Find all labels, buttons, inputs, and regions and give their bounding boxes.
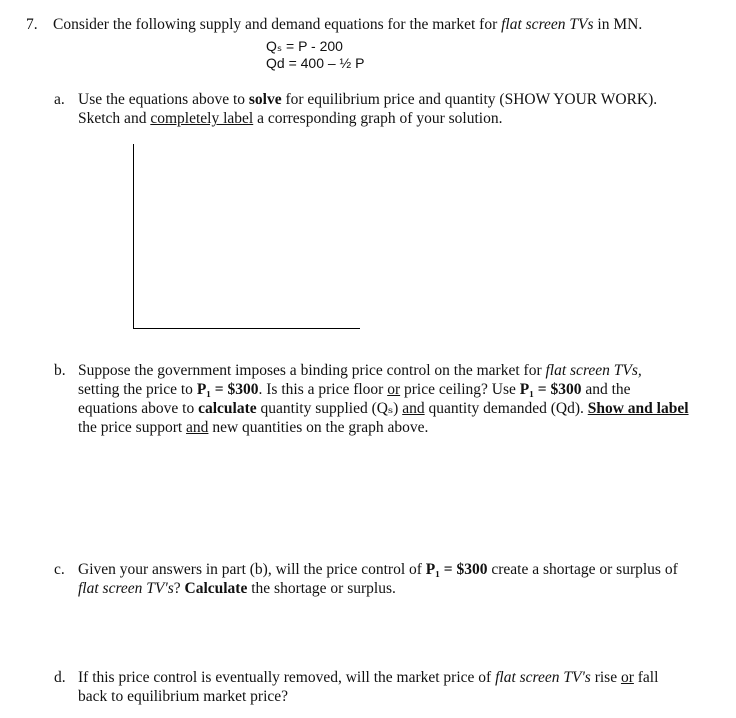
graph-x-axis	[133, 328, 360, 329]
part-a-text: Use the equations above to solve for equilibrium price and quantity (SHOW YOUR WORK). Sketch and completely label a corresponding graph of your solution.	[78, 91, 658, 127]
graph-y-axis	[133, 144, 134, 329]
part-b-letter: b.	[54, 362, 66, 379]
part-c-text: Given your answers in part (b), will the price control of P₁ = $300 create a shortage or surplus of flat screen TV's? Calculate the shortage or surplus.	[78, 561, 678, 597]
part-a-letter: a.	[54, 91, 65, 108]
supply-equation: Qₛ = P - 200	[266, 38, 343, 54]
part-c-letter: c.	[54, 561, 65, 578]
part-b-text: Suppose the government imposes a binding price control on the market for flat screen TVs, setting the price to P₁ = $300. Is this a price floor or price ceiling? Use P₁ = $300 and the equations above to calculate quantity supplied (Qₛ) and quantity demanded (Qd). Show and label the price support and new quantities on the graph above.	[78, 362, 689, 436]
question-number: 7.	[26, 16, 38, 33]
part-d-text: If this price control is eventually removed, will the market price of flat screen TV's rise or fall back to equilibrium market price?	[78, 669, 659, 705]
part-d-letter: d.	[54, 669, 66, 686]
demand-equation: Qd = 400 – ½ P	[266, 55, 365, 71]
question-intro: Consider the following supply and demand equations for the market for flat screen TVs in MN.	[53, 16, 643, 33]
